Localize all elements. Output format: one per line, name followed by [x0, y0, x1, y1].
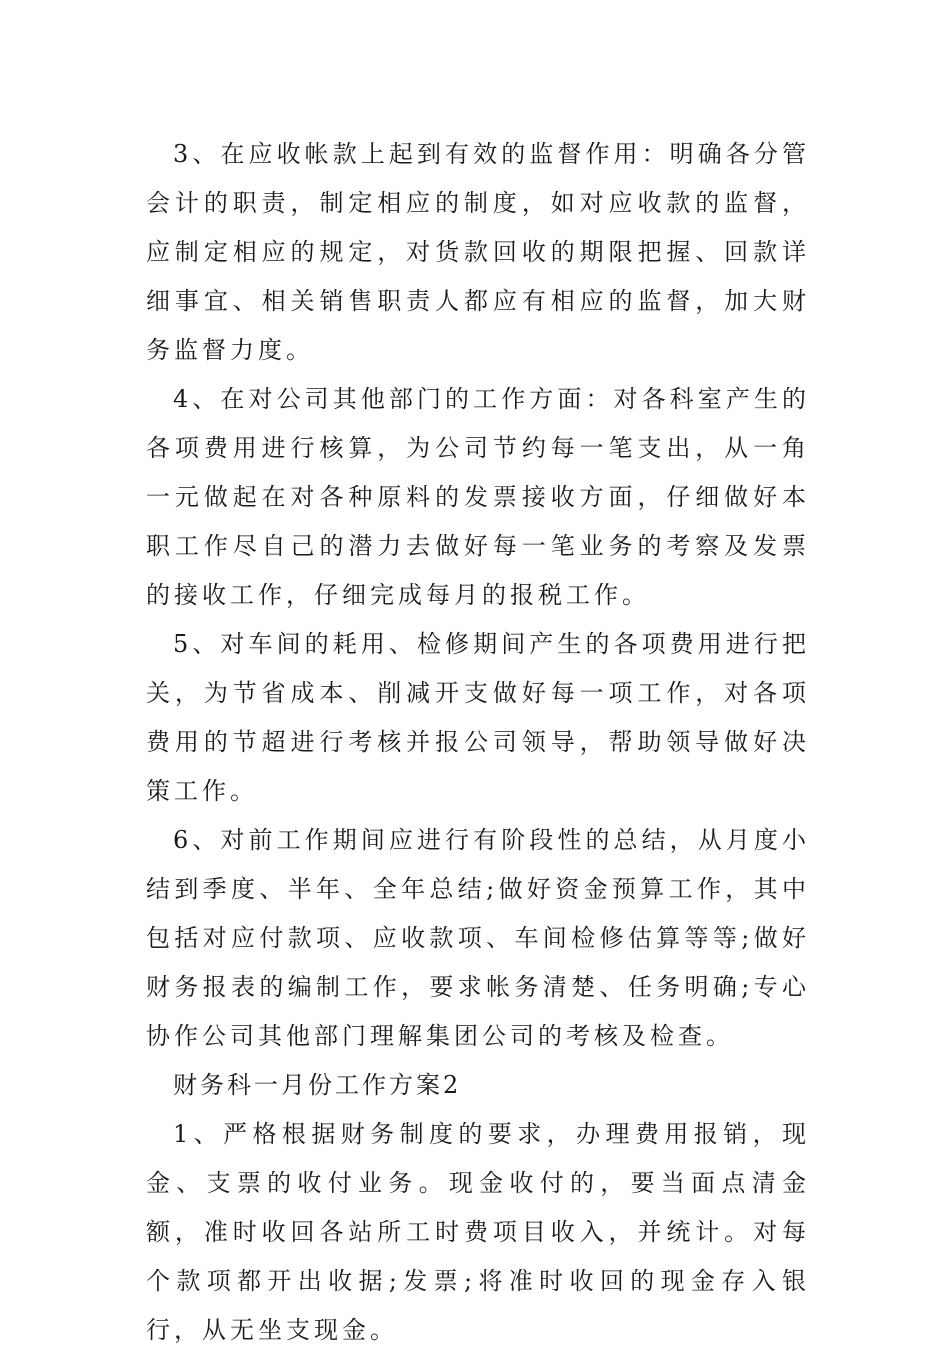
paragraph-item-4: 4、在对公司其他部门的工作方面：对各科室产生的各项费用进行核算，为公司节约每一笔支出，从一角一元做起在对各种原料的发票接收方面，仔细做好本职工作尽自己的潜力去做好每一笔业务的考察及发票的接收工作，仔细完成每月的报税工作。	[146, 385, 810, 609]
paragraph-item-6: 6、对前工作期间应进行有阶段性的总结，从月度小结到季度、半年、全年总结;做好资金预算工作，其中包括对应付款项、应收款项、车间检修估算等等;做好财务报表的编制工作，要求帐务清楚、任务明确;专心协作公司其他部门理解集团公司的考核及检查。	[146, 826, 810, 1050]
paragraph-item-5: 5、对车间的耗用、检修期间产生的各项费用进行把关，为节省成本、削减开支做好每一项工作，对各项费用的节超进行考核并报公司领导，帮助领导做好决策工作。	[146, 630, 810, 805]
section-title: 财务科一月份工作方案2	[173, 1071, 462, 1099]
section-paragraph-item-1: 1、严格根据财务制度的要求，办理费用报销，现金、支票的收付业务。现金收付的，要当面点清金额，准时收回各站所工时费项目收入，并统计。对每个款项都开出收据;发票;将准时收回的现金存入银行，从无坐支现金。	[146, 1120, 810, 1344]
paragraph-item-3: 3、在应收帐款上起到有效的监督作用：明确各分管会计的职责，制定相应的制度，如对应收款的监督，应制定相应的规定，对货款回收的期限把握、回款详细事宜、相关销售职责人都应有相应的监督，加大财务监督力度。	[146, 140, 810, 364]
document-body	[146, 130, 810, 1355]
